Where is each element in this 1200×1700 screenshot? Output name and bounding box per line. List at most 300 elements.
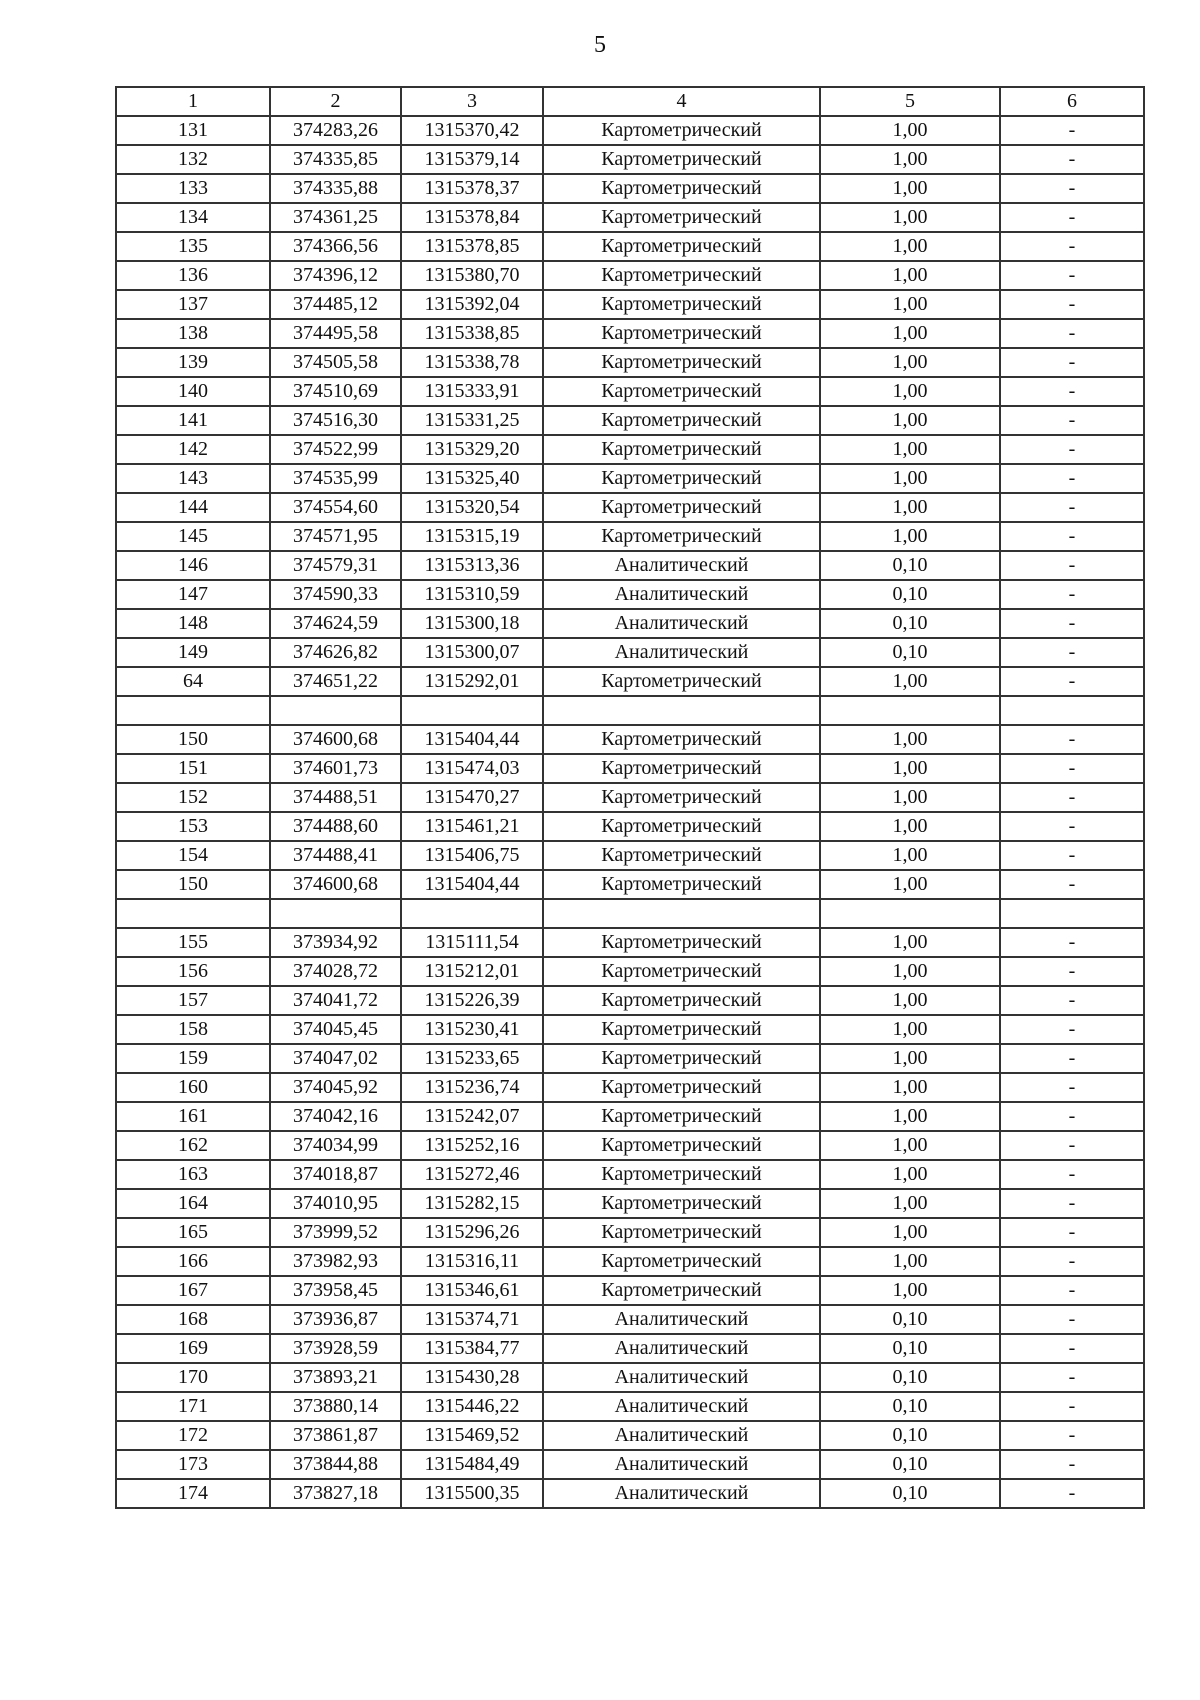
x-coordinate-cell: 374042,16: [270, 1102, 401, 1131]
method-cell: Картометрический: [543, 870, 820, 899]
x-coordinate-cell: 374600,68: [270, 870, 401, 899]
y-coordinate-cell: 1315315,19: [401, 522, 543, 551]
x-coordinate-cell: 373844,88: [270, 1450, 401, 1479]
accuracy-cell: 1,00: [820, 116, 1000, 145]
x-coordinate-cell: 373999,52: [270, 1218, 401, 1247]
table-row: [116, 638, 1144, 667]
y-coordinate-cell: 1315333,91: [401, 377, 543, 406]
method-cell: Картометрический: [543, 1276, 820, 1305]
method-cell: Аналитический: [543, 1450, 820, 1479]
note-cell: -: [1000, 812, 1144, 841]
y-coordinate-cell: 1315404,44: [401, 725, 543, 754]
accuracy-cell: 1,00: [820, 725, 1000, 754]
method-cell: Аналитический: [543, 1479, 820, 1508]
y-coordinate-cell: 1315236,74: [401, 1073, 543, 1102]
accuracy-cell: 1,00: [820, 812, 1000, 841]
note-cell: -: [1000, 580, 1144, 609]
x-coordinate-cell: 373861,87: [270, 1421, 401, 1450]
point-number-cell: 154: [116, 841, 270, 870]
method-cell: Картометрический: [543, 319, 820, 348]
accuracy-cell: 1,00: [820, 1276, 1000, 1305]
point-number-cell: 146: [116, 551, 270, 580]
point-number-cell: 140: [116, 377, 270, 406]
accuracy-cell: 1,00: [820, 1247, 1000, 1276]
x-coordinate-cell: 374600,68: [270, 725, 401, 754]
accuracy-cell: 1,00: [820, 1015, 1000, 1044]
note-cell: -: [1000, 348, 1144, 377]
method-cell: Картометрический: [543, 725, 820, 754]
y-coordinate-cell: 1315384,77: [401, 1334, 543, 1363]
x-coordinate-cell: 374626,82: [270, 638, 401, 667]
note-cell: [1000, 899, 1144, 928]
note-cell: -: [1000, 957, 1144, 986]
y-coordinate-cell: 1315338,85: [401, 319, 543, 348]
table-row: [116, 1334, 1144, 1363]
point-number-cell: 157: [116, 986, 270, 1015]
point-number-cell: 150: [116, 870, 270, 899]
point-number-cell: 152: [116, 783, 270, 812]
table-row: [116, 1421, 1144, 1450]
x-coordinate-cell: 373958,45: [270, 1276, 401, 1305]
y-coordinate-cell: 1315404,44: [401, 870, 543, 899]
note-cell: -: [1000, 1073, 1144, 1102]
x-coordinate-cell: 374488,60: [270, 812, 401, 841]
accuracy-cell: 1,00: [820, 667, 1000, 696]
note-cell: -: [1000, 493, 1144, 522]
point-number-cell: 161: [116, 1102, 270, 1131]
method-cell: Картометрический: [543, 667, 820, 696]
table-row: [116, 203, 1144, 232]
point-number-cell: 141: [116, 406, 270, 435]
accuracy-cell: 1,00: [820, 406, 1000, 435]
method-cell: Картометрический: [543, 1044, 820, 1073]
x-coordinate-cell: 374522,99: [270, 435, 401, 464]
point-number-cell: 162: [116, 1131, 270, 1160]
note-cell: -: [1000, 1015, 1144, 1044]
method-cell: Картометрический: [543, 377, 820, 406]
note-cell: -: [1000, 319, 1144, 348]
point-number-cell: 160: [116, 1073, 270, 1102]
method-cell: Аналитический: [543, 1363, 820, 1392]
note-cell: -: [1000, 522, 1144, 551]
note-cell: -: [1000, 1131, 1144, 1160]
accuracy-cell: 1,00: [820, 174, 1000, 203]
table-row: [116, 464, 1144, 493]
method-cell: Картометрический: [543, 957, 820, 986]
accuracy-cell: 0,10: [820, 580, 1000, 609]
y-coordinate-cell: 1315461,21: [401, 812, 543, 841]
method-cell: Картометрический: [543, 1073, 820, 1102]
x-coordinate-cell: 374366,56: [270, 232, 401, 261]
point-number-cell: 134: [116, 203, 270, 232]
point-number-cell: 173: [116, 1450, 270, 1479]
x-coordinate-cell: 374041,72: [270, 986, 401, 1015]
y-coordinate-cell: 1315469,52: [401, 1421, 543, 1450]
method-cell: Картометрический: [543, 522, 820, 551]
method-cell: Картометрический: [543, 493, 820, 522]
point-number-cell: 153: [116, 812, 270, 841]
method-cell: Аналитический: [543, 580, 820, 609]
accuracy-cell: [820, 899, 1000, 928]
note-cell: -: [1000, 1160, 1144, 1189]
note-cell: -: [1000, 1247, 1144, 1276]
point-number-cell: 135: [116, 232, 270, 261]
method-cell: Аналитический: [543, 1392, 820, 1421]
table-row: [116, 1392, 1144, 1421]
point-number-cell: 151: [116, 754, 270, 783]
note-cell: -: [1000, 1218, 1144, 1247]
table-row: [116, 899, 1144, 928]
x-coordinate-cell: 374283,26: [270, 116, 401, 145]
x-coordinate-cell: 374045,45: [270, 1015, 401, 1044]
table-body: [116, 116, 1144, 1508]
note-cell: -: [1000, 783, 1144, 812]
note-cell: -: [1000, 377, 1144, 406]
note-cell: -: [1000, 1189, 1144, 1218]
accuracy-cell: 0,10: [820, 1363, 1000, 1392]
y-coordinate-cell: 1315338,78: [401, 348, 543, 377]
note-cell: -: [1000, 841, 1144, 870]
y-coordinate-cell: 1315392,04: [401, 290, 543, 319]
note-cell: -: [1000, 1044, 1144, 1073]
accuracy-cell: 1,00: [820, 464, 1000, 493]
y-coordinate-cell: 1315226,39: [401, 986, 543, 1015]
table-row: [116, 1218, 1144, 1247]
accuracy-cell: 1,00: [820, 377, 1000, 406]
note-cell: -: [1000, 1392, 1144, 1421]
note-cell: -: [1000, 464, 1144, 493]
x-coordinate-cell: 374396,12: [270, 261, 401, 290]
method-cell: Картометрический: [543, 348, 820, 377]
table-row: [116, 116, 1144, 145]
method-cell: Аналитический: [543, 609, 820, 638]
note-cell: -: [1000, 667, 1144, 696]
table-row: [116, 1479, 1144, 1508]
x-coordinate-cell: 374516,30: [270, 406, 401, 435]
x-coordinate-cell: 373982,93: [270, 1247, 401, 1276]
x-coordinate-cell: 373827,18: [270, 1479, 401, 1508]
x-coordinate-cell: 374335,88: [270, 174, 401, 203]
table-row: [116, 435, 1144, 464]
column-header-1: 1: [116, 87, 270, 116]
note-cell: -: [1000, 1450, 1144, 1479]
table-row: [116, 174, 1144, 203]
y-coordinate-cell: 1315378,37: [401, 174, 543, 203]
column-header-6: 6: [1000, 87, 1144, 116]
point-number-cell: 148: [116, 609, 270, 638]
method-cell: Картометрический: [543, 1102, 820, 1131]
accuracy-cell: 0,10: [820, 609, 1000, 638]
table-row: [116, 290, 1144, 319]
note-cell: -: [1000, 1276, 1144, 1305]
note-cell: -: [1000, 174, 1144, 203]
accuracy-cell: 1,00: [820, 261, 1000, 290]
point-number-cell: 150: [116, 725, 270, 754]
y-coordinate-cell: 1315300,07: [401, 638, 543, 667]
y-coordinate-cell: 1315310,59: [401, 580, 543, 609]
accuracy-cell: 1,00: [820, 319, 1000, 348]
accuracy-cell: 1,00: [820, 1218, 1000, 1247]
table-row: [116, 551, 1144, 580]
note-cell: -: [1000, 406, 1144, 435]
y-coordinate-cell: 1315430,28: [401, 1363, 543, 1392]
table-row: [116, 261, 1144, 290]
x-coordinate-cell: 374028,72: [270, 957, 401, 986]
note-cell: -: [1000, 290, 1144, 319]
table-row: [116, 754, 1144, 783]
x-coordinate-cell: 374601,73: [270, 754, 401, 783]
accuracy-cell: 1,00: [820, 435, 1000, 464]
table-row: [116, 1015, 1144, 1044]
method-cell: Картометрический: [543, 986, 820, 1015]
x-coordinate-cell: [270, 696, 401, 725]
note-cell: -: [1000, 754, 1144, 783]
accuracy-cell: 0,10: [820, 1334, 1000, 1363]
accuracy-cell: 1,00: [820, 783, 1000, 812]
point-number-cell: 139: [116, 348, 270, 377]
point-number-cell: 165: [116, 1218, 270, 1247]
x-coordinate-cell: 374488,51: [270, 783, 401, 812]
y-coordinate-cell: 1315296,26: [401, 1218, 543, 1247]
note-cell: -: [1000, 870, 1144, 899]
table-row: [116, 841, 1144, 870]
point-number-cell: 131: [116, 116, 270, 145]
x-coordinate-cell: 374510,69: [270, 377, 401, 406]
table-row: [116, 725, 1144, 754]
accuracy-cell: 1,00: [820, 870, 1000, 899]
method-cell: Картометрический: [543, 464, 820, 493]
note-cell: -: [1000, 725, 1144, 754]
point-number-cell: 149: [116, 638, 270, 667]
accuracy-cell: 1,00: [820, 928, 1000, 957]
page-number: 5: [594, 32, 606, 58]
table-row: [116, 348, 1144, 377]
method-cell: Картометрический: [543, 812, 820, 841]
point-number-cell: 143: [116, 464, 270, 493]
y-coordinate-cell: 1315329,20: [401, 435, 543, 464]
method-cell: Картометрический: [543, 406, 820, 435]
table-row: [116, 928, 1144, 957]
note-cell: -: [1000, 232, 1144, 261]
point-number-cell: [116, 696, 270, 725]
y-coordinate-cell: 1315374,71: [401, 1305, 543, 1334]
x-coordinate-cell: 374571,95: [270, 522, 401, 551]
note-cell: -: [1000, 1305, 1144, 1334]
y-coordinate-cell: 1315346,61: [401, 1276, 543, 1305]
y-coordinate-cell: 1315230,41: [401, 1015, 543, 1044]
point-number-cell: 163: [116, 1160, 270, 1189]
y-coordinate-cell: 1315242,07: [401, 1102, 543, 1131]
point-number-cell: 136: [116, 261, 270, 290]
table-row: [116, 1450, 1144, 1479]
point-number-cell: 132: [116, 145, 270, 174]
method-cell: Картометрический: [543, 1160, 820, 1189]
y-coordinate-cell: 1315111,54: [401, 928, 543, 957]
x-coordinate-cell: 374505,58: [270, 348, 401, 377]
accuracy-cell: 1,00: [820, 986, 1000, 1015]
y-coordinate-cell: 1315212,01: [401, 957, 543, 986]
method-cell: Картометрический: [543, 928, 820, 957]
point-number-cell: 64: [116, 667, 270, 696]
point-number-cell: 159: [116, 1044, 270, 1073]
table-row: [116, 1363, 1144, 1392]
x-coordinate-cell: 373928,59: [270, 1334, 401, 1363]
table-row: [116, 493, 1144, 522]
y-coordinate-cell: 1315370,42: [401, 116, 543, 145]
accuracy-cell: 1,00: [820, 841, 1000, 870]
y-coordinate-cell: 1315292,01: [401, 667, 543, 696]
point-number-cell: 171: [116, 1392, 270, 1421]
note-cell: -: [1000, 638, 1144, 667]
y-coordinate-cell: 1315320,54: [401, 493, 543, 522]
table-row: [116, 957, 1144, 986]
table-row: [116, 1131, 1144, 1160]
method-cell: Картометрический: [543, 435, 820, 464]
table-row: [116, 1247, 1144, 1276]
method-cell: Аналитический: [543, 1421, 820, 1450]
table-header-row: [116, 87, 1144, 116]
table-row: [116, 580, 1144, 609]
method-cell: Картометрический: [543, 783, 820, 812]
accuracy-cell: 1,00: [820, 348, 1000, 377]
point-number-cell: 156: [116, 957, 270, 986]
accuracy-cell: 1,00: [820, 203, 1000, 232]
point-number-cell: 170: [116, 1363, 270, 1392]
method-cell: Картометрический: [543, 754, 820, 783]
x-coordinate-cell: 374485,12: [270, 290, 401, 319]
table-row: [116, 1189, 1144, 1218]
point-number-cell: 164: [116, 1189, 270, 1218]
method-cell: Аналитический: [543, 551, 820, 580]
accuracy-cell: 0,10: [820, 1305, 1000, 1334]
y-coordinate-cell: 1315325,40: [401, 464, 543, 493]
y-coordinate-cell: 1315272,46: [401, 1160, 543, 1189]
accuracy-cell: 1,00: [820, 1073, 1000, 1102]
y-coordinate-cell: 1315379,14: [401, 145, 543, 174]
note-cell: -: [1000, 145, 1144, 174]
column-header-2: 2: [270, 87, 401, 116]
table-row: [116, 667, 1144, 696]
method-cell: Картометрический: [543, 1247, 820, 1276]
table-row: [116, 870, 1144, 899]
note-cell: -: [1000, 1421, 1144, 1450]
table-row: [116, 522, 1144, 551]
method-cell: [543, 899, 820, 928]
accuracy-cell: 1,00: [820, 232, 1000, 261]
note-cell: -: [1000, 261, 1144, 290]
column-header-5: 5: [820, 87, 1000, 116]
method-cell: Аналитический: [543, 1334, 820, 1363]
accuracy-cell: 1,00: [820, 1131, 1000, 1160]
accuracy-cell: 0,10: [820, 1392, 1000, 1421]
point-number-cell: 142: [116, 435, 270, 464]
accuracy-cell: 1,00: [820, 522, 1000, 551]
table-row: [116, 1305, 1144, 1334]
point-number-cell: 168: [116, 1305, 270, 1334]
point-number-cell: 137: [116, 290, 270, 319]
column-header-3: 3: [401, 87, 543, 116]
note-cell: -: [1000, 928, 1144, 957]
table-row: [116, 609, 1144, 638]
x-coordinate-cell: 374488,41: [270, 841, 401, 870]
y-coordinate-cell: 1315331,25: [401, 406, 543, 435]
y-coordinate-cell: 1315378,84: [401, 203, 543, 232]
x-coordinate-cell: 373893,21: [270, 1363, 401, 1392]
note-cell: -: [1000, 551, 1144, 580]
note-cell: -: [1000, 435, 1144, 464]
point-number-cell: 145: [116, 522, 270, 551]
x-coordinate-cell: 373936,87: [270, 1305, 401, 1334]
y-coordinate-cell: 1315380,70: [401, 261, 543, 290]
table-row: [116, 1276, 1144, 1305]
table-row: [116, 986, 1144, 1015]
method-cell: Аналитический: [543, 1305, 820, 1334]
note-cell: -: [1000, 1479, 1144, 1508]
method-cell: Картометрический: [543, 1218, 820, 1247]
note-cell: -: [1000, 986, 1144, 1015]
x-coordinate-cell: 374579,31: [270, 551, 401, 580]
point-number-cell: 138: [116, 319, 270, 348]
table-row: [116, 1160, 1144, 1189]
note-cell: [1000, 696, 1144, 725]
y-coordinate-cell: 1315282,15: [401, 1189, 543, 1218]
method-cell: Аналитический: [543, 638, 820, 667]
y-coordinate-cell: 1315252,16: [401, 1131, 543, 1160]
point-number-cell: 158: [116, 1015, 270, 1044]
y-coordinate-cell: 1315474,03: [401, 754, 543, 783]
accuracy-cell: 1,00: [820, 145, 1000, 174]
x-coordinate-cell: 374495,58: [270, 319, 401, 348]
accuracy-cell: 1,00: [820, 1044, 1000, 1073]
table-row: [116, 1102, 1144, 1131]
accuracy-cell: 1,00: [820, 1189, 1000, 1218]
y-coordinate-cell: 1315313,36: [401, 551, 543, 580]
table-row: [116, 319, 1144, 348]
method-cell: Картометрический: [543, 145, 820, 174]
x-coordinate-cell: 374554,60: [270, 493, 401, 522]
y-coordinate-cell: 1315406,75: [401, 841, 543, 870]
method-cell: Картометрический: [543, 1131, 820, 1160]
accuracy-cell: [820, 696, 1000, 725]
x-coordinate-cell: 374361,25: [270, 203, 401, 232]
y-coordinate-cell: 1315446,22: [401, 1392, 543, 1421]
accuracy-cell: 0,10: [820, 551, 1000, 580]
table-row: [116, 377, 1144, 406]
x-coordinate-cell: 374624,59: [270, 609, 401, 638]
x-coordinate-cell: 374045,92: [270, 1073, 401, 1102]
x-coordinate-cell: 374535,99: [270, 464, 401, 493]
note-cell: -: [1000, 116, 1144, 145]
table-row: [116, 145, 1144, 174]
method-cell: Картометрический: [543, 290, 820, 319]
y-coordinate-cell: 1315378,85: [401, 232, 543, 261]
point-number-cell: 155: [116, 928, 270, 957]
x-coordinate-cell: 373880,14: [270, 1392, 401, 1421]
method-cell: Картометрический: [543, 232, 820, 261]
method-cell: Картометрический: [543, 116, 820, 145]
point-number-cell: 172: [116, 1421, 270, 1450]
table-row: [116, 406, 1144, 435]
point-number-cell: 169: [116, 1334, 270, 1363]
note-cell: -: [1000, 609, 1144, 638]
method-cell: Картометрический: [543, 174, 820, 203]
note-cell: -: [1000, 1102, 1144, 1131]
accuracy-cell: 0,10: [820, 1421, 1000, 1450]
accuracy-cell: 0,10: [820, 638, 1000, 667]
x-coordinate-cell: 374034,99: [270, 1131, 401, 1160]
point-number-cell: 147: [116, 580, 270, 609]
method-cell: [543, 696, 820, 725]
